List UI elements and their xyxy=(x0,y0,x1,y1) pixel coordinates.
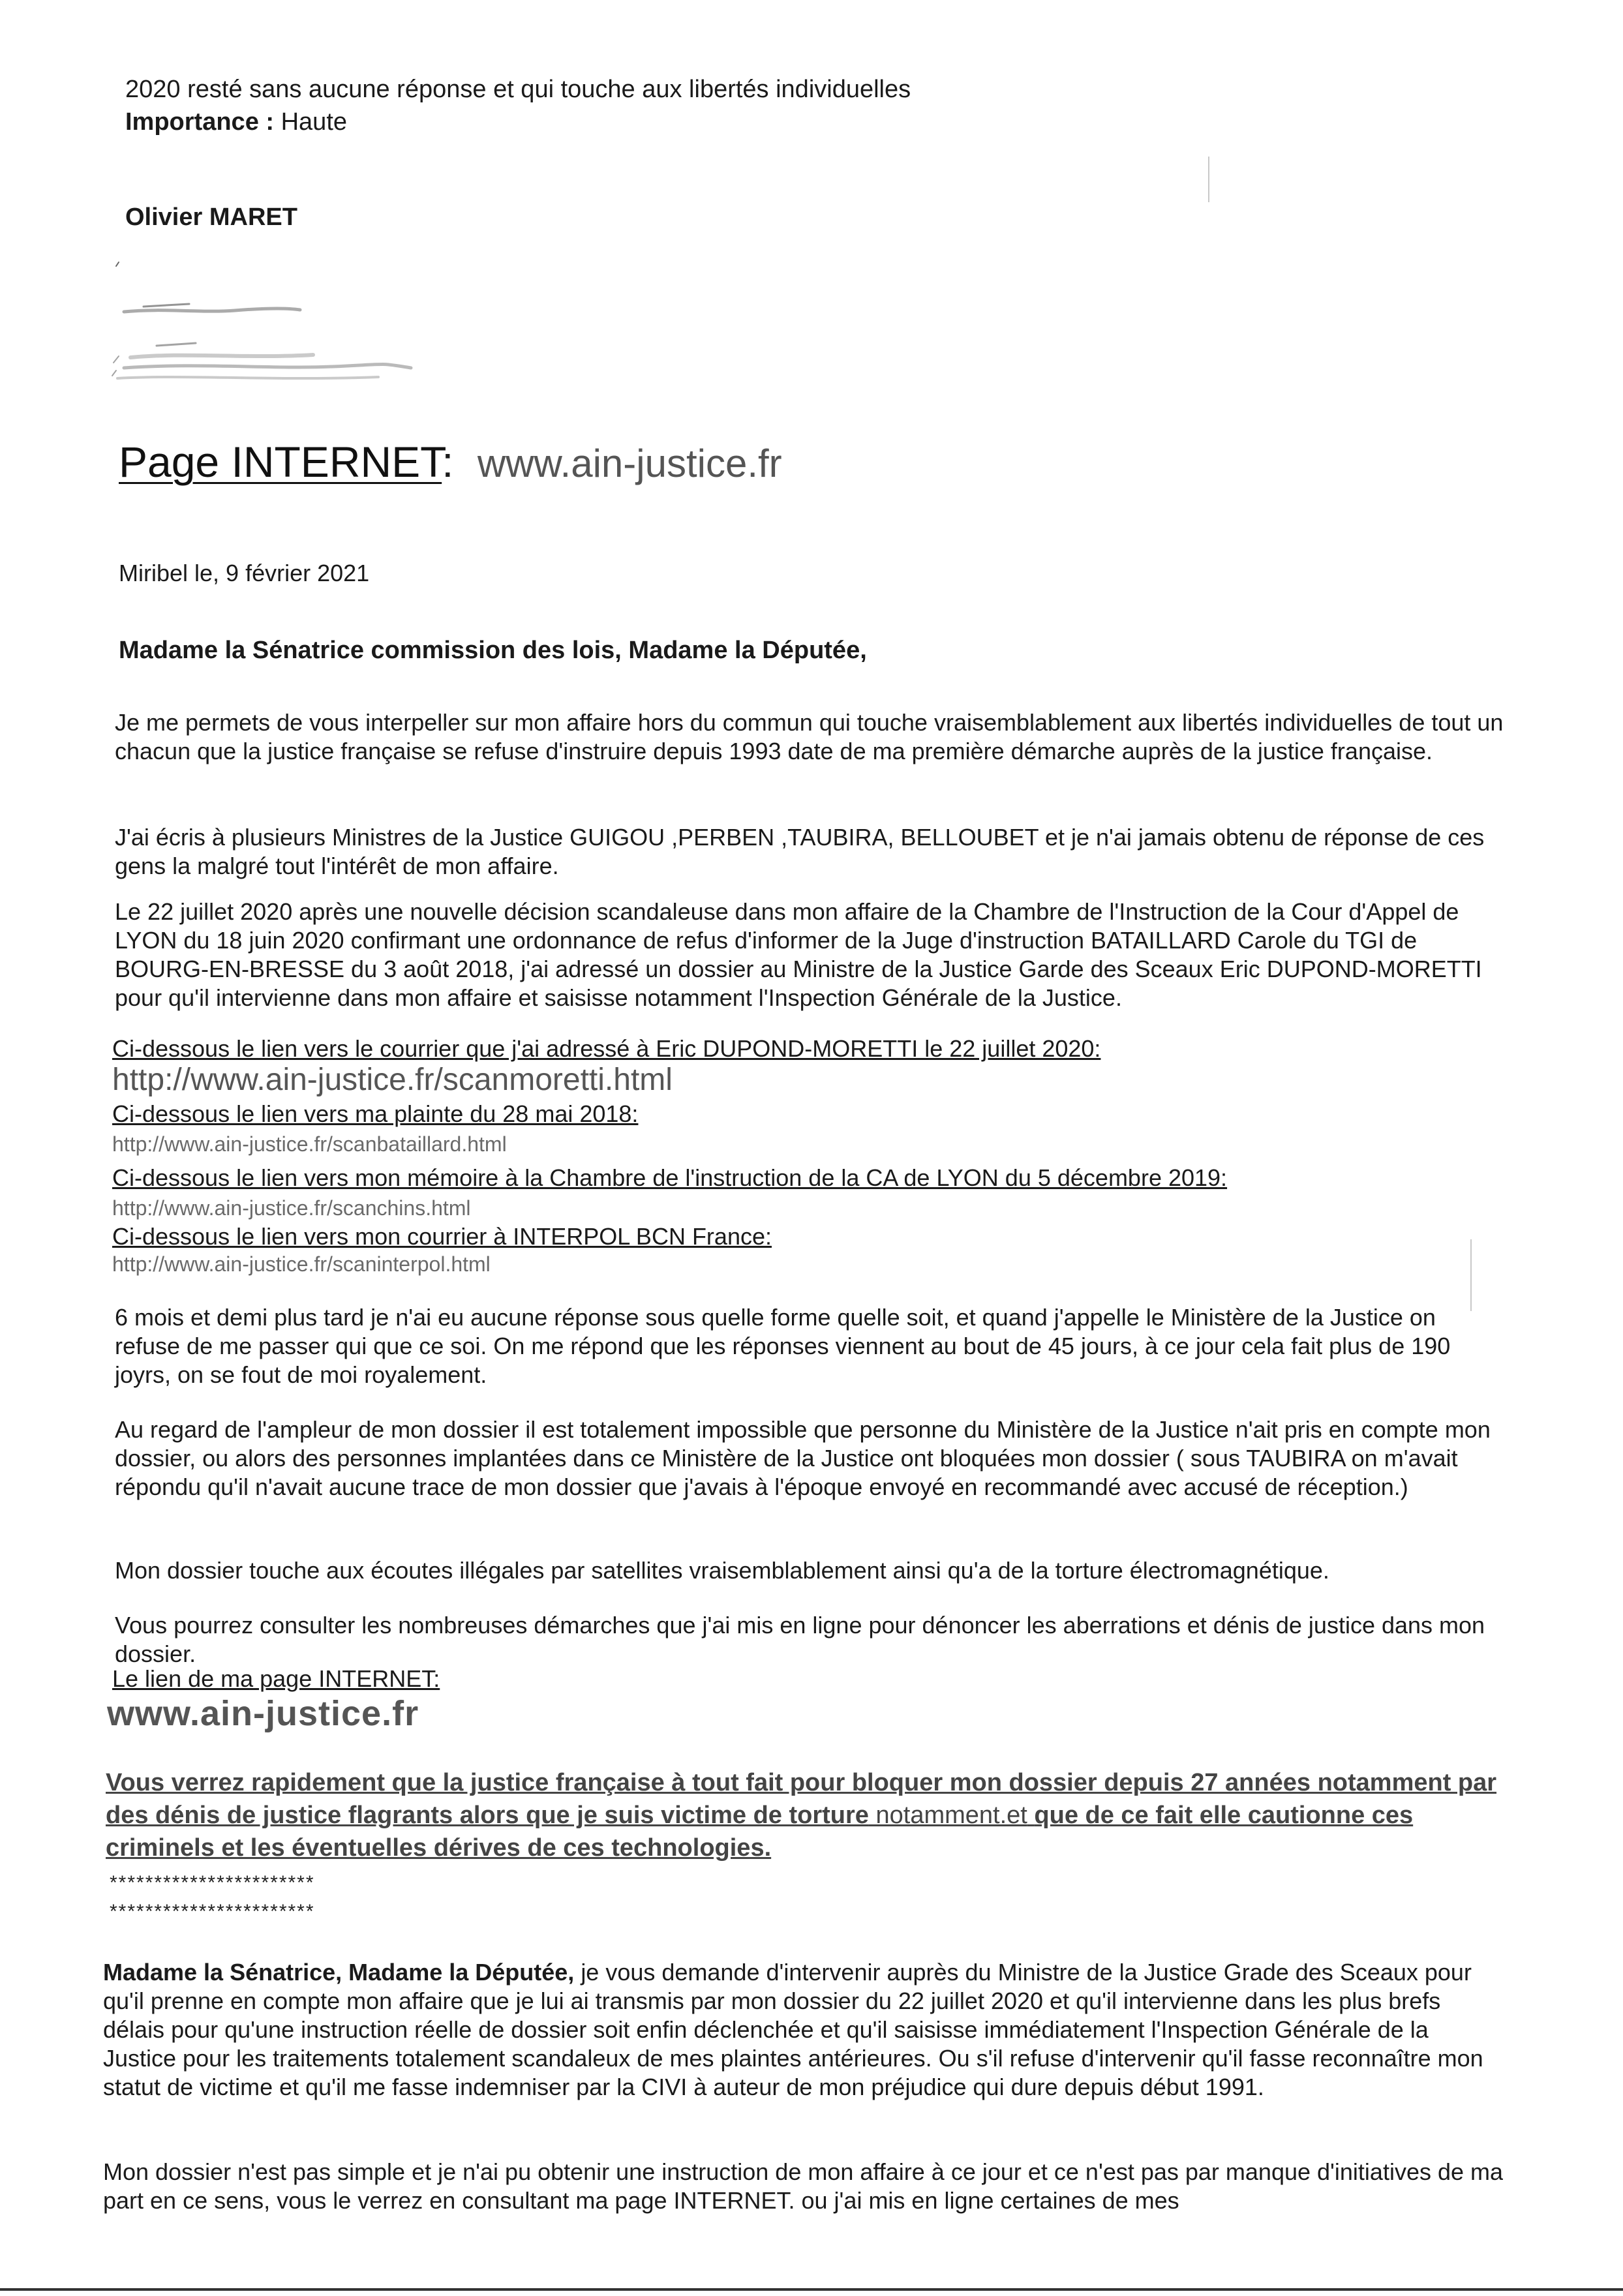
importance-line xyxy=(125,106,347,138)
separator-stars-1: *********************** xyxy=(110,1872,315,1894)
page-internet-label: Page INTERNET xyxy=(119,438,442,486)
link-label-memoire: Ci-dessous le lien vers mon mémoire à la Chambre de l'instruction de la CA de LYON du 5 décembre 2019: xyxy=(112,1164,1228,1191)
salutation: Madame la Sénatrice commission des lois, Madame la Députée, xyxy=(119,637,867,664)
closing-lead: Madame la Sénatrice, Madame la Députée, xyxy=(103,1959,575,1986)
link-label-moretti: Ci-dessous le lien vers le courrier que j'ai adressé à Eric DUPOND-MORETTI le 22 juillet 2020: xyxy=(112,1035,1101,1062)
emphasis-paragraph xyxy=(106,1766,1528,1864)
date-line: Miribel le, 9 février 2021 xyxy=(119,560,370,586)
link-url-memoire[interactable]: http://www.ain-justice.fr/scanchins.html xyxy=(112,1196,471,1220)
paragraph-ministers: J'ai écris à plusieurs Ministres de la Justice GUIGOU ,PERBEN ,TAUBIRA, BELLOUBET et je n'ai jamais obtenu de réponse de ces gens la malgré tout l'intérêt de mon affaire. xyxy=(115,824,1485,879)
emphasis-part-2: notamment.et xyxy=(875,1802,1027,1829)
paragraph-intro: Je me permets de vous interpeller sur mon affaire hors du commun qui touche vraisemblablement aux libertés individuelles de tout un chacun que la justice française se refuse d'instruire depuis 1993 date de ma première démarche auprès de la justice française. xyxy=(115,709,1504,764)
paragraph-consulter: Vous pourrez consulter les nombreuses démarches que j'ai mis en ligne pour dénoncer les aberrations et dénis de justice dans mon dossier. xyxy=(115,1612,1485,1667)
page-internet-colon: : xyxy=(442,438,454,486)
scan-mark-right xyxy=(1470,1239,1472,1311)
subject-line: 2020 resté sans aucune réponse et qui touche aux libertés individuelles xyxy=(125,76,911,103)
importance-value: Haute xyxy=(281,108,348,136)
paragraph-ecoutes: Mon dossier touche aux écoutes illégales par satellites vraisemblablement ainsi qu'a de la torture électromagnétique. xyxy=(115,1557,1329,1584)
page-internet-heading xyxy=(119,436,782,490)
importance-label: Importance : xyxy=(125,108,275,136)
link-url-moretti[interactable]: http://www.ain-justice.fr/scanmoretti.html xyxy=(112,1063,673,1097)
site-link-label: Le lien de ma page INTERNET: xyxy=(112,1665,440,1692)
closing-paragraph xyxy=(103,1958,1506,2102)
link-url-interpol[interactable]: http://www.ain-justice.fr/scaninterpol.html xyxy=(112,1252,491,1276)
emphasis-part-1: Vous verrez rapidement que la justice française à tout fait pour bloquer mon dossier depuis 27 années notamment par des dénis de justice flagrants alors que je suis victime de torture xyxy=(106,1769,1497,1829)
closing-text: je vous demande d'intervenir auprès du Ministre de la Justice Grade des Sceaux pour qu'il prenne en compte mon affaire que je lui ai transmis par mon dossier du 22 juillet 2020 et qu'il intervienne dans les plus brefs délais pour qu'une instruction réelle de dossier soit enfin déclenchée et qu'il saisisse immédiatement l'Inspection Générale de la Justice pour les traitements totalement scandaleux de mes plaintes antérieures. Ou s'il refuse d'intervenir qu'il fasse reconnaître mon statut de victime et qu'il me fasse indemniser par la CIVI à auteur de mon préjudice qui dure depuis début 1991. xyxy=(103,1959,1483,2100)
link-label-plainte: Ci-dessous le lien vers ma plainte du 28 mai 2018: xyxy=(112,1100,639,1127)
scan-mark xyxy=(1208,157,1209,202)
link-label-interpol: Ci-dessous le lien vers mon courrier à INTERPOL BCN France: xyxy=(112,1223,772,1250)
link-url-plainte[interactable]: http://www.ain-justice.fr/scanbataillard.html xyxy=(112,1132,507,1156)
author-name: Olivier MARET xyxy=(125,204,297,231)
paragraph-july-2020: Le 22 juillet 2020 après une nouvelle décision scandaleuse dans mon affaire de la Chambre de l'Instruction de la Cour d'Appel de LYON du 18 juin 2020 confirmant une ordonnance de refus d'informer de la Juge d'instruction BATAILLARD Carole du TGI de BOURG-EN-BRESSE du 3 août 2018, j'ai adressé un dossier au Ministre de la Justice Garde des Sceaux Eric DUPOND-MORETTI pour qu'il intervienne dans mon affaire et saisisse notamment l'Inspection Générale de la Justice. xyxy=(115,898,1482,1011)
paragraph-six-months: 6 mois et demi plus tard je n'ai eu aucune réponse sous quelle forme quelle soit, et quand j'appelle le Ministère de la Justice on refuse de me passer qui que ce soi. On me répond que les réponses viennent au bout de 45 jours, à ce jour cela fait plus de 190 joyrs, on se fout de moi royalement. xyxy=(115,1304,1451,1388)
final-paragraph: Mon dossier n'est pas simple et je n'ai pu obtenir une instruction de mon affaire à ce jour et ce n'est pas par manque d'initiatives de ma part en ce sens, vous le verrez en consultant ma page INTERNET. ou j'ai mis en ligne certaines de mes xyxy=(103,2158,1504,2214)
paragraph-ampleur: Au regard de l'ampleur de mon dossier il est totalement impossible que personne du Ministère de la Justice n'ait pris en compte mon dossier, ou alors des personnes implantées dans ce Ministère de la Justice ont bloquées mon dossier ( sous TAUBIRA on m'avait répondu qu'il n'avait aucune trace de mon dossier que j'avais à l'époque envoyé en recommandé avec accusé de réception.) xyxy=(115,1416,1491,1500)
scan-bottom-edge xyxy=(0,2288,1623,2291)
emphasis-part-3: que de ce fait elle cautionne ces criminels et les éventuelles dérives de ces technologies. xyxy=(106,1802,1414,1862)
page-internet-url[interactable]: www.ain-justice.fr xyxy=(477,442,782,485)
site-link-url[interactable]: www.ain-justice.fr xyxy=(107,1694,419,1733)
separator-stars-2: *********************** xyxy=(110,1901,315,1922)
redacted-address-scribble xyxy=(104,248,444,404)
